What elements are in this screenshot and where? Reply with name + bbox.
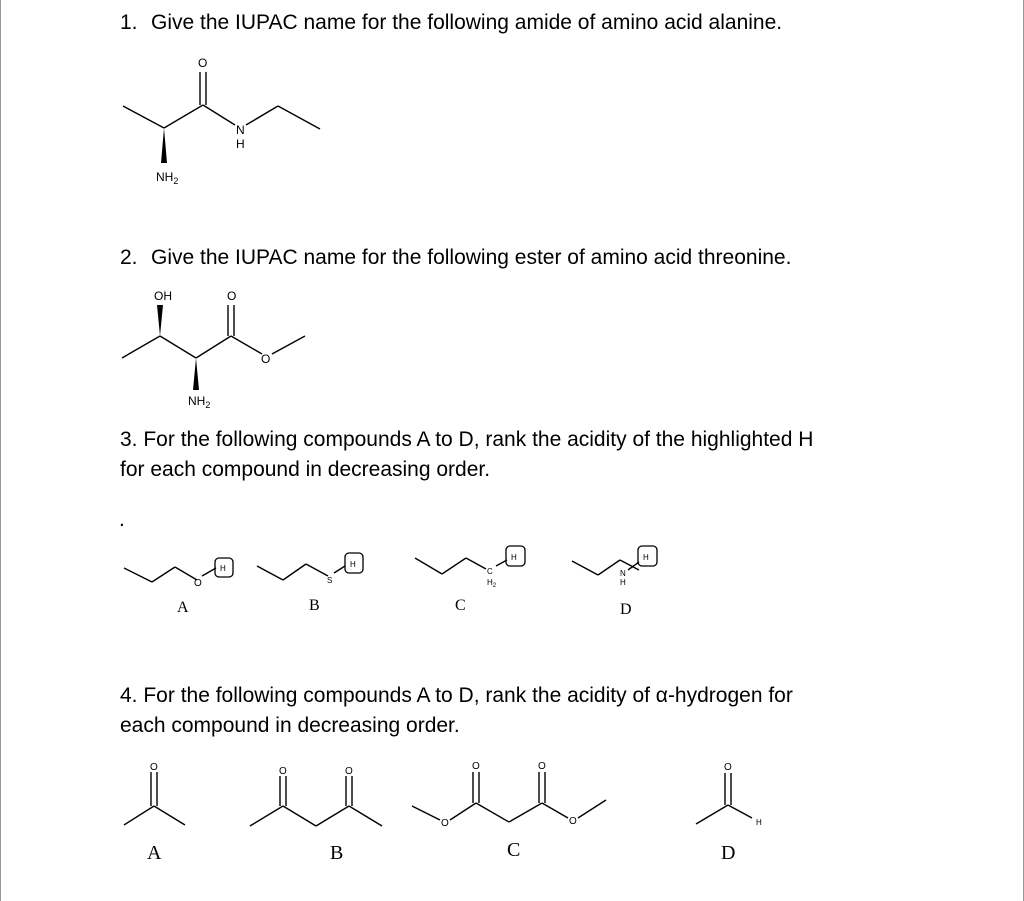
q3b-hydrogen: H <box>350 560 356 569</box>
q3-compound-d <box>572 546 657 618</box>
q4c-carbonyl-o-2: O <box>538 761 546 772</box>
q3-label-a: A <box>177 599 189 616</box>
question-3-line-2: for each compound in decreasing order. <box>120 458 491 481</box>
question-3-text-1: For the following compounds A to D, rank the acidity of the highlighted H <box>143 428 814 451</box>
q4-compound-d <box>696 762 762 864</box>
q4c-ester-o-2: O <box>569 816 577 827</box>
q4-label-a: A <box>147 842 162 864</box>
question-3-number: 3. <box>120 428 138 451</box>
q2-structure <box>122 289 305 410</box>
question-4-text-1: For the following compounds A to D, rank the acidity of α-hydrogen for <box>143 684 793 707</box>
question-1-text: Give the IUPAC name for the following amide of amino acid alanine. <box>151 11 783 34</box>
q3c-h2: $H_2$ <box>487 578 497 589</box>
q2-amine: $NH_2$ <box>188 394 211 410</box>
q4c-carbonyl-o-1: O <box>472 761 480 772</box>
q3-compound-b <box>257 553 363 614</box>
q2-ester-o: O <box>261 352 271 366</box>
q4a-oxygen: O <box>150 762 158 773</box>
q1-wedge-bond <box>161 128 167 163</box>
q4-label-b: B <box>330 842 344 864</box>
question-2-number: 2. <box>120 246 138 269</box>
q2-wedge-nh2 <box>193 358 199 390</box>
q3a-oxygen: O <box>194 578 202 589</box>
q4b-oxygen-2: O <box>345 766 353 777</box>
q4d-aldehyde-h: H <box>756 818 762 827</box>
q3a-hydrogen: H <box>220 564 226 573</box>
q4d-oxygen: O <box>724 762 732 773</box>
q3d-hydrogen: H <box>643 553 649 562</box>
question-2-text: Give the IUPAC name for the following ester of amino acid threonine. <box>151 246 792 269</box>
q3-compound-a <box>124 558 233 616</box>
stray-dot: . <box>119 508 125 531</box>
q4-label-c: C <box>507 839 521 861</box>
q3-label-d: D <box>620 601 632 618</box>
q1-carbonyl-o: O <box>198 56 208 70</box>
question-4-line-2: each compound in decreasing order. <box>120 714 460 737</box>
q1-structure <box>123 56 320 186</box>
q4c-ester-o-1: O <box>441 818 449 829</box>
q4-compound-c <box>412 761 606 861</box>
q3b-sulfur: S <box>327 576 333 585</box>
q3c-carbon: C <box>487 567 493 576</box>
q1-amide-n: N <box>236 123 245 137</box>
q1-amine: $NH_2$ <box>156 170 179 186</box>
q3-compound-c <box>415 546 525 614</box>
q2-carbonyl-o: O <box>227 289 237 303</box>
q4-compound-a <box>124 762 185 864</box>
question-1-number: 1. <box>120 11 138 34</box>
q3c-hydrogen: H <box>511 553 517 562</box>
q4-compound-b <box>250 766 382 864</box>
q3-label-b: B <box>309 597 320 614</box>
q1-amide-h: H <box>236 137 245 151</box>
q4b-oxygen-1: O <box>279 766 287 777</box>
q2-hydroxyl: OH <box>154 289 172 303</box>
question-4-number: 4. <box>120 684 138 707</box>
q3d-nitrogen: N <box>620 569 626 578</box>
q3-label-c: C <box>455 597 466 614</box>
q4-label-d: D <box>721 842 736 864</box>
q2-wedge-oh <box>157 305 163 336</box>
q3d-n-hydrogen: H <box>620 578 626 587</box>
